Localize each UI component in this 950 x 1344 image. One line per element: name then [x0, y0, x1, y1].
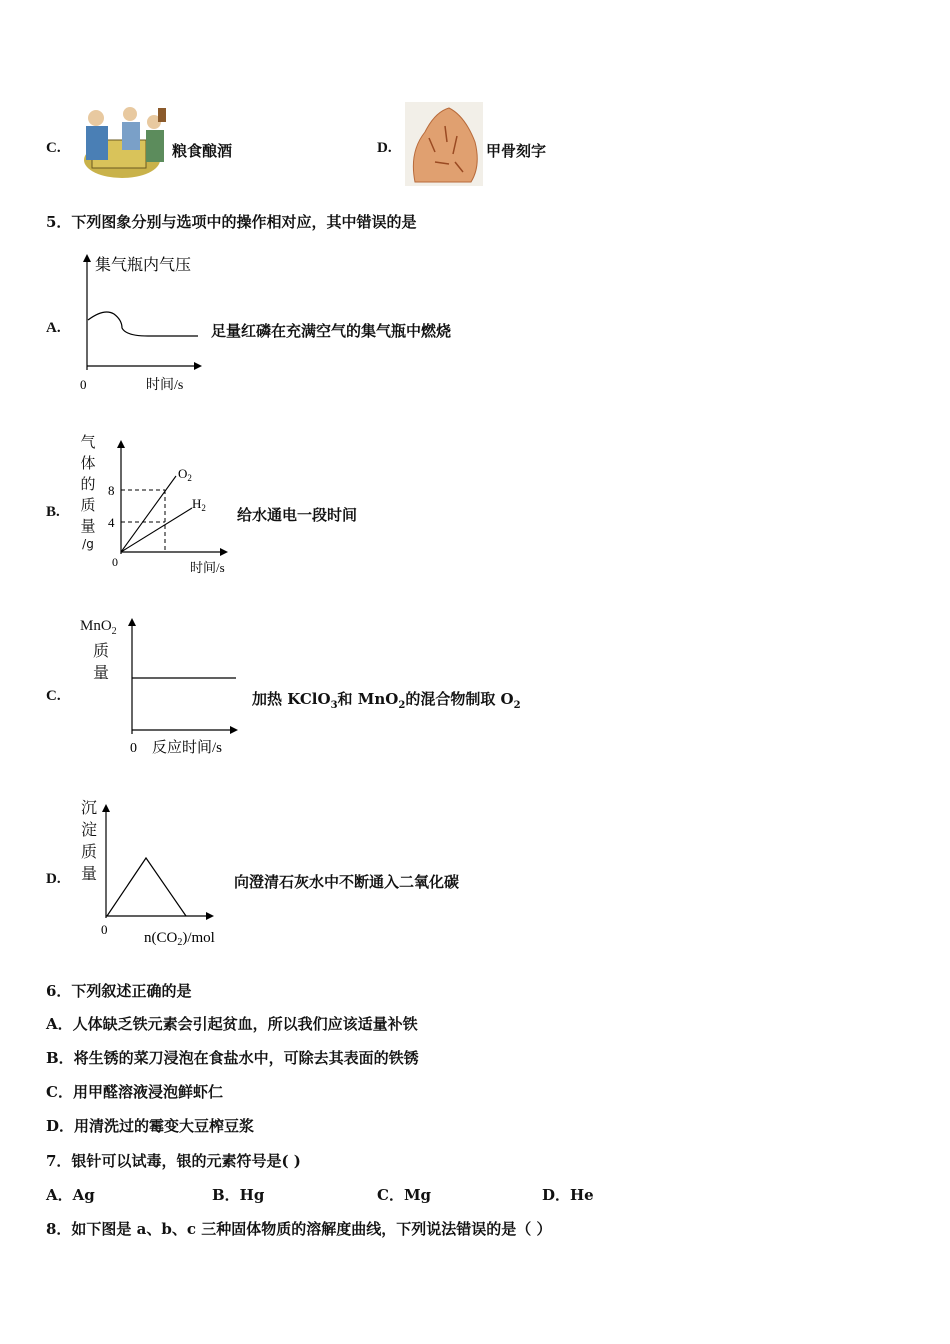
q7-option-a: A．Ag [46, 1186, 95, 1204]
q8-stem: 8．如下图是 a、b、c 三种固体物质的溶解度曲线，下列说法错误的是（ ） [46, 1220, 552, 1238]
q5-option-d-label: D. [46, 871, 61, 887]
x-axis-arrow [194, 362, 202, 370]
svg-text:时间/s: 时间/s [190, 560, 225, 575]
q5-option-a-text: 足量红磷在充满空气的集气瓶中燃烧 [211, 322, 452, 340]
q5-option-a-label: A. [46, 320, 61, 336]
q5-graph-d [96, 798, 241, 950]
q5-stem: 5．下列图象分别与选项中的操作相对应，其中错误的是 [46, 213, 417, 231]
svg-text:0: 0 [130, 741, 137, 756]
q6-option-b: B．将生锈的菜刀浸泡在食盐水中，可除去其表面的铁锈 [46, 1049, 419, 1067]
q5-c-ylabel-formula: MnO$_2$ [80, 618, 117, 637]
axis-ylabel: 集气瓶内气压 [95, 257, 192, 274]
h2-line [121, 508, 192, 552]
oracle-bone-image [405, 102, 483, 186]
q5-option-d-text: 向澄清石灰水中不断通入二氧化碳 [234, 873, 460, 891]
q7-option-c: C．Mg [377, 1186, 432, 1204]
q4-option-d-label: D. [377, 140, 392, 156]
svg-text:O2: $O_2$ [178, 466, 192, 483]
q4-option-c-label: C. [46, 140, 61, 156]
axis-xlabel: 时间/s [146, 378, 184, 393]
y-axis-arrow [83, 254, 91, 262]
svg-text:n(CO2)/mol: $n(CO_2)$/mol [144, 930, 215, 948]
q5-graph-b [100, 436, 240, 581]
q6-option-a: A．人体缺乏铁元素会引起贫血，所以我们应该适量补铁 [46, 1015, 418, 1033]
o2-line [121, 476, 176, 552]
svg-text:8: 8 [108, 483, 115, 498]
q7-stem: 7．银针可以试毒，银的元素符号是( ) [46, 1152, 301, 1170]
q5-graph-a [78, 250, 208, 395]
q6-stem: 6．下列叙述正确的是 [46, 982, 192, 1000]
q5-graph-c [120, 614, 250, 762]
q5-option-b-label: B. [46, 504, 60, 520]
q4-option-c-text: 粮食酿酒 [172, 142, 233, 160]
q5-option-c-label: C. [46, 688, 61, 704]
precipitate-curve [107, 858, 186, 916]
q4-option-d-text: 甲骨刻字 [486, 142, 547, 160]
q5-c-ylabel: 质 量 [92, 641, 109, 682]
axis-origin: 0 [80, 377, 87, 392]
q7-option-b: B．Hg [212, 1186, 265, 1204]
svg-text:H2: $H_2$ [192, 496, 206, 513]
pressure-curve [88, 312, 198, 336]
brewing-illustration [74, 100, 170, 186]
svg-text:4: 4 [108, 515, 115, 530]
q5-option-c-text: 加热 KClO$_3$和 MnO$_2$的混合物制取 $O_2$ [252, 690, 521, 711]
q7-option-d: D．He [542, 1186, 594, 1204]
svg-text:0: 0 [101, 922, 108, 937]
svg-text:0: 0 [112, 555, 118, 569]
svg-text:反应时间/s: 反应时间/s [152, 740, 223, 756]
q5-option-b-text: 给水通电一段时间 [237, 506, 358, 524]
q5-d-ylabel: 沉 淀 质 量 [80, 798, 97, 883]
q5-b-ylabel: 气 体 的 质 量 /g [80, 433, 96, 551]
q6-option-c: C．用甲醛溶液浸泡鲜虾仁 [46, 1083, 223, 1101]
q6-option-d: D．用清洗过的霉变大豆榨豆浆 [46, 1117, 255, 1135]
